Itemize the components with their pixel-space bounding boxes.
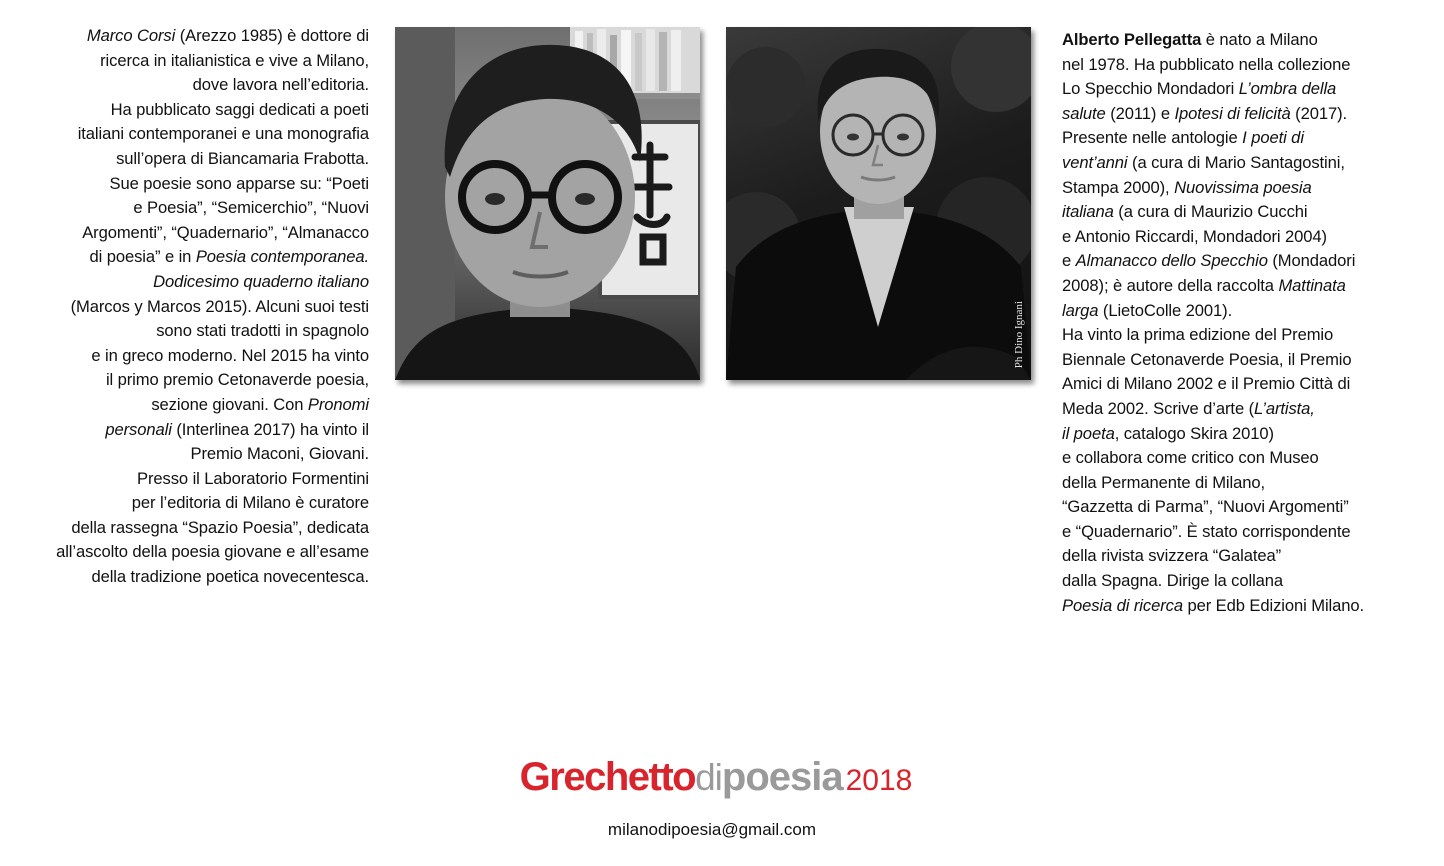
bio-line	[1062, 151, 1432, 176]
bio-text-segment: Nuovissima poesia	[1174, 177, 1312, 197]
bio-line	[1062, 102, 1432, 127]
bio-line	[20, 393, 369, 418]
bio-text-segment: personali	[105, 419, 172, 439]
bio-line	[1062, 422, 1432, 447]
bio-alberto-pellegatta	[1062, 28, 1432, 618]
bio-line	[20, 172, 369, 197]
bio-text-segment: dalla Spagna. Dirige la collana	[1062, 571, 1284, 591]
brand-logo-part-grechetto: Grechetto	[519, 755, 696, 799]
bio-line	[1062, 348, 1432, 373]
bio-text-segment: sull’opera di Biancamaria Frabotta.	[116, 148, 369, 168]
bio-text-segment: “Gazzetta di Parma”, “Nuovi Argomenti”	[1062, 497, 1349, 517]
bio-line	[20, 24, 369, 49]
photo-credit: Ph Dino Ignani	[1013, 300, 1025, 368]
bio-line	[1062, 446, 1432, 471]
bio-line	[1062, 249, 1432, 274]
bio-line	[1062, 569, 1432, 594]
bio-text-segment: Pronomi	[307, 394, 369, 414]
bio-text-segment: (Arezzo 1985) è dottore di	[175, 26, 369, 45]
bio-text-segment: e Poesia”, “Semicerchio”, “Nuovi	[133, 198, 369, 218]
bio-text-segment: Almanacco dello Specchio	[1075, 251, 1268, 271]
bio-line	[20, 344, 369, 369]
bio-text-segment: Lo Specchio Mondadori	[1062, 79, 1239, 99]
bio-text-segment: nel 1978. Ha pubblicato nella collezione	[1062, 54, 1351, 74]
bio-text-segment: e “Quadernario”. È stato corrispondente	[1062, 521, 1351, 541]
bio-text-segment: e collabora come critico con Museo	[1062, 448, 1319, 468]
bio-text-segment: Poesia di ricerca	[1062, 595, 1183, 615]
bio-line	[20, 295, 369, 320]
bio-line	[20, 221, 369, 246]
bio-text-segment: Ipotesi di felicità	[1174, 103, 1291, 123]
bio-text-segment: della tradizione poetica novecentesca.	[91, 567, 369, 587]
bio-text-segment: per l’editoria di Milano è curatore	[131, 493, 369, 513]
bio-line	[20, 147, 369, 172]
bio-text-segment: Sue poesie sono apparse su: “Poeti	[109, 173, 369, 193]
bio-text-segment: Alberto Pellegatta	[1062, 30, 1202, 49]
bio-line	[20, 319, 369, 344]
bio-text-segment: , catalogo Skira 2010)	[1114, 423, 1274, 443]
portrait-illustration-right	[726, 27, 1031, 380]
bio-text-segment: italiana	[1062, 202, 1114, 222]
bio-text-segment: Premio Maconi, Giovani.	[190, 444, 369, 464]
bio-line	[20, 442, 369, 467]
bio-text-segment: (Mondadori	[1267, 251, 1356, 271]
bio-line	[20, 270, 369, 295]
bio-text-segment: sono stati tradotti in spagnolo	[156, 321, 369, 341]
bio-line	[1062, 323, 1432, 348]
bio-text-segment: sezione giovani. Con	[151, 394, 308, 414]
bio-text-segment: è nato a Milano	[1201, 30, 1318, 49]
bio-line	[1062, 520, 1432, 545]
brand-logo-part-poesia: poesia	[721, 755, 843, 799]
brand-logo-part-di: di	[695, 757, 722, 798]
bio-text-segment: Stampa 2000),	[1062, 177, 1175, 197]
bio-text-segment: I poeti di	[1242, 128, 1304, 148]
bio-text-segment: e Antonio Riccardi, Mondadori 2004)	[1062, 226, 1327, 246]
bio-line	[20, 491, 369, 516]
brand-logo	[0, 752, 1432, 811]
bio-line	[20, 245, 369, 270]
bio-line	[1062, 594, 1432, 619]
portrait-photo-alberto-pellegatta	[726, 27, 1031, 380]
bio-text-segment: Meda 2002. Scrive d’arte (	[1062, 398, 1255, 418]
bio-line	[1062, 495, 1432, 520]
bio-text-segment: e	[1062, 251, 1076, 271]
bio-line	[20, 73, 369, 98]
portrait-illustration-left	[395, 27, 700, 380]
bio-text-segment: per Edb Edizioni Milano.	[1182, 595, 1365, 615]
bio-text-segment: Ha vinto la prima edizione del Premio	[1062, 325, 1334, 345]
portrait-photo-marco-corsi	[395, 27, 700, 380]
brand-logo-year: 2018	[845, 764, 913, 797]
bio-text-segment: 2008); è autore della raccolta	[1062, 275, 1279, 295]
bio-line	[1062, 274, 1432, 299]
bio-text-segment: L’ombra della	[1238, 79, 1337, 99]
bio-text-segment: Poesia contemporanea.	[195, 247, 369, 267]
bio-line	[20, 49, 369, 74]
bio-line	[1062, 200, 1432, 225]
contact-email[interactable]: milanodipoesia@gmail.com	[607, 820, 817, 839]
bio-text-segment: (2011) e	[1105, 103, 1175, 123]
bio-line	[1062, 397, 1432, 422]
bio-line	[1062, 299, 1432, 324]
bio-text-segment: della rassegna “Spazio Poesia”, dedicata	[71, 517, 369, 537]
bio-line	[20, 565, 369, 590]
bio-text-segment: il poeta	[1062, 423, 1115, 443]
bio-text-segment: Marco Corsi	[86, 26, 176, 45]
bio-text-segment: Presente nelle antologie	[1062, 128, 1243, 148]
bio-text-segment: Biennale Cetonaverde Poesia, il Premio	[1062, 349, 1352, 369]
bio-line	[1062, 28, 1432, 53]
bio-text-segment: vent’anni	[1062, 152, 1128, 172]
bio-text-segment: Argomenti”, “Quadernario”, “Almanacco	[82, 222, 369, 242]
bio-text-segment: Amici di Milano 2002 e il Premio Città di	[1062, 374, 1351, 394]
bio-text-segment: italiani contemporanei e una monografia	[77, 124, 369, 144]
bio-line	[20, 540, 369, 565]
bio-line	[1062, 126, 1432, 151]
bio-text-segment: di poesia” e in	[89, 247, 196, 267]
bio-line	[1062, 176, 1432, 201]
bio-text-segment: salute	[1062, 103, 1106, 123]
bio-text-segment: (a cura di Maurizio Cucchi	[1113, 202, 1308, 222]
bio-text-segment: (a cura di Mario Santagostini,	[1127, 152, 1345, 172]
bio-line	[20, 368, 369, 393]
bio-line	[20, 98, 369, 123]
bio-marco-corsi	[20, 24, 369, 590]
bio-text-segment: (Marcos y Marcos 2015). Alcuni suoi testi	[70, 296, 369, 316]
bio-text-segment: Presso il Laboratorio Formentini	[137, 468, 369, 488]
bio-line	[1062, 372, 1432, 397]
bio-text-segment: (LietoColle 2001).	[1098, 300, 1233, 320]
bio-text-segment: all’ascolto della poesia giovane e all’esame	[56, 542, 369, 562]
bio-text-segment: Ha pubblicato saggi dedicati a poeti	[110, 99, 369, 119]
bio-line	[20, 196, 369, 221]
bio-text-segment: (Interlinea 2017) ha vinto il	[171, 419, 369, 439]
bio-text-segment: (2017).	[1290, 103, 1348, 123]
bio-line	[1062, 544, 1432, 569]
bio-text-segment: dove lavora nell’editoria.	[192, 75, 369, 95]
bio-line	[1062, 77, 1432, 102]
bio-line	[1062, 225, 1432, 250]
bio-text-segment: Dodicesimo quaderno italiano	[153, 271, 369, 291]
bio-line	[20, 516, 369, 541]
bio-line	[20, 122, 369, 147]
bio-line	[1062, 53, 1432, 78]
bio-line	[20, 467, 369, 492]
bio-text-segment: il primo premio Cetonaverde poesia,	[105, 370, 369, 390]
bio-text-segment: ricerca in italianistica e vive a Milano,	[100, 50, 369, 70]
bio-text-segment: della Permanente di Milano,	[1062, 472, 1265, 492]
bio-text-segment: Mattinata	[1278, 275, 1346, 295]
bio-line	[20, 418, 369, 443]
bio-text-segment: L’artista,	[1254, 398, 1315, 418]
bio-text-segment: larga	[1062, 300, 1099, 320]
bio-text-segment: della rivista svizzera “Galatea”	[1062, 546, 1282, 566]
bio-line	[1062, 471, 1432, 496]
bio-text-segment: e in greco moderno. Nel 2015 ha vinto	[91, 345, 369, 365]
